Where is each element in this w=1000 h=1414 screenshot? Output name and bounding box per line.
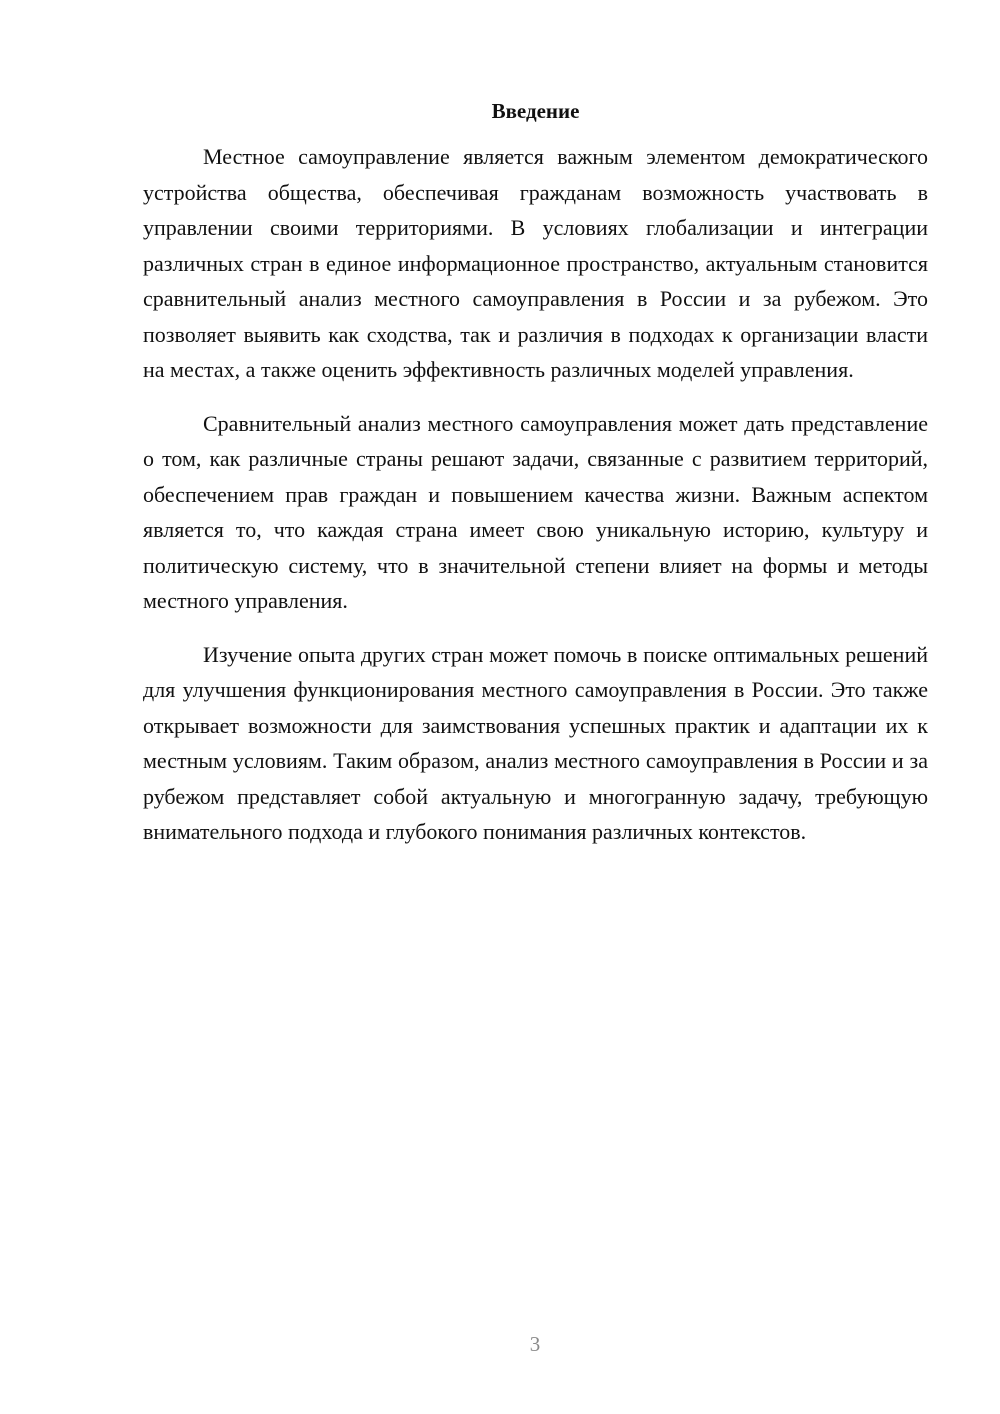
page-number: 3 — [529, 1332, 541, 1356]
paragraph: Изучение опыта других стран может помочь в поиске оптимальных решений для улучшения функционирования местного самоуправления в России. Это также открывает возможности для заимствования успешных практик и адаптации их к местным условиям. Таким образом, анализ местного самоуправления в России и за рубежом представляет собой актуальную и многогранную задачу, требующую внимательного подхода и глубокого понимания различных контекстов. — [143, 641, 928, 844]
paragraph: Местное самоуправление является важным элементом демократического устройства общества, обеспечивая гражданам возможность участвовать в управлении своими территориями. В условиях глобализации и интеграции различных стран в единое информационное пространство, актуальным становится сравнительный анализ местного самоуправления в России и за рубежом. Это позволяет выявить как сходства, так и различия в подходах к организации власти на местах, а также оценить эффективность различных моделей управления. — [143, 144, 928, 382]
document-body — [143, 96, 928, 850]
paragraph: Сравнительный анализ местного самоуправления может дать представление о том, как различные страны решают задачи, связанные с развитием территорий, обеспечением прав граждан и повышением качества жизни. Важным аспектом является то, что каждая страна имеет свою уникальную историю, культуру и политическую систему, что в значительной степени влияет на формы и методы местного управления. — [143, 410, 928, 613]
section-title: Введение — [491, 99, 580, 123]
